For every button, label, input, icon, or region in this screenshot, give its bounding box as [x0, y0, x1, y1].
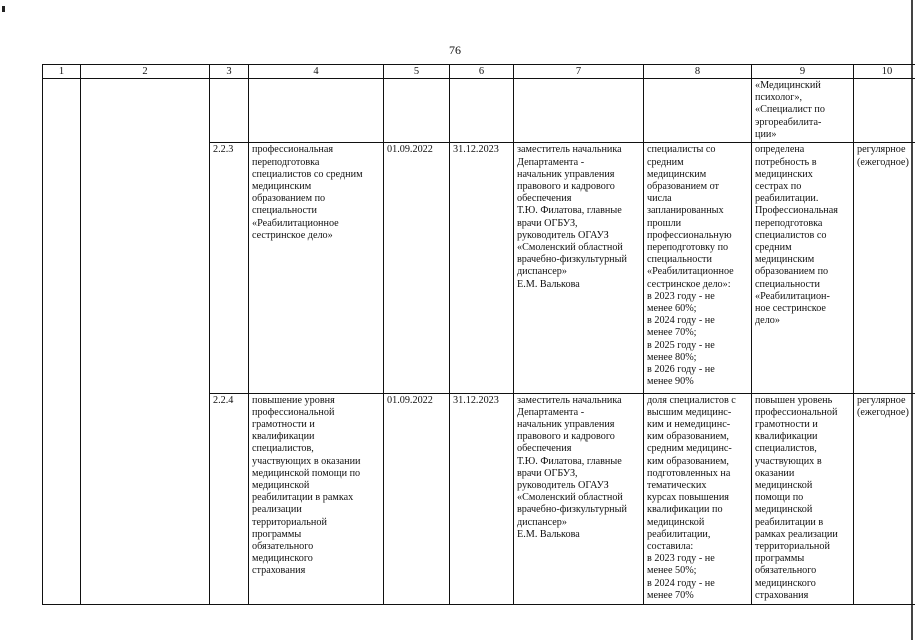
- cell-empty: [249, 79, 384, 143]
- cell-empty: [514, 79, 644, 143]
- header-col-2: 2: [81, 65, 210, 79]
- continuation-result-cell: «Медицинский психолог», «Специалист по эргореабилита- ции»: [752, 79, 854, 143]
- cell-col-2-merged: [81, 79, 210, 605]
- start-date-cell: 01.09.2022: [384, 393, 450, 604]
- activity-cell: повышение уровня профессиональной грамотности и квалификации специалистов, участвующих в оказании медицинской помощи по медицинской реабилитации в рамках реализации территориальной программы обязательного медицинского страхования: [249, 393, 384, 604]
- responsible-cell: заместитель начальника Департамента - начальник управления правового и кадрового обеспечения Т.Ю. Филатова, главные врачи ОГБУЗ, руководитель ОГАУЗ «Смоленский областной врачебно-физкультурный диспансер» Е.М. Валькова: [514, 393, 644, 604]
- end-date-cell: 31.12.2023: [450, 393, 514, 604]
- indicator-cell: доля специалистов с высшим медицинс- ким и немедицинс- ким образованием, средним медицинс- ким образованием, подготовленных на тематических курсах повышения квалификации по медицинской реабилитации, составила: в 2023 году - не менее 50%; в 2024 году - не менее 70%: [644, 393, 752, 604]
- cell-empty: [644, 79, 752, 143]
- plan-table: [42, 64, 915, 605]
- frequency-cell: регулярное (ежегодное): [854, 143, 915, 393]
- header-col-6: 6: [450, 65, 514, 79]
- header-col-3: 3: [210, 65, 249, 79]
- activity-cell: профессиональная переподготовка специалистов со средним медицинским образованием по специальности «Реабилитационное сестринское дело»: [249, 143, 384, 393]
- header-col-4: 4: [249, 65, 384, 79]
- cell-empty: [384, 79, 450, 143]
- cell-empty: [854, 79, 915, 143]
- table-row-continuation: [43, 79, 915, 143]
- header-col-8: 8: [644, 65, 752, 79]
- result-cell: повышен уровень профессиональной грамотности и квалификации специалистов, участвующих в оказании медицинской помощи по медицинской реабилитации в рамках реализации территориальной программы обязательного медицинского страхования: [752, 393, 854, 604]
- cell-empty: [210, 79, 249, 143]
- header-col-5: 5: [384, 65, 450, 79]
- end-date-cell: 31.12.2023: [450, 143, 514, 393]
- scan-mark-top-left: [2, 6, 5, 12]
- item-number: 2.2.3: [210, 143, 249, 393]
- responsible-cell: заместитель начальника Департамента - начальник управления правового и кадрового обеспечения Т.Ю. Филатова, главные врачи ОГБУЗ, руководитель ОГАУЗ «Смоленский областной врачебно-физкультурный диспансер» Е.М. Валькова: [514, 143, 644, 393]
- header-col-7: 7: [514, 65, 644, 79]
- page-number: 76: [449, 43, 461, 57]
- start-date-cell: 01.09.2022: [384, 143, 450, 393]
- cell-empty: [450, 79, 514, 143]
- header-col-10: 10: [854, 65, 915, 79]
- result-cell: определена потребность в медицинских сестрах по реабилитации. Профессиональная переподготовка специалистов со средним медицинским образованием по специальности «Реабилитацион- ное сестринское дело»: [752, 143, 854, 393]
- header-col-9: 9: [752, 65, 854, 79]
- indicator-cell: специалисты со средним медицинским образованием от числа запланированных прошли профессиональную переподготовку по специальности «Реабилитационное сестринское дело»: в 2023 году - не менее 60%; в 2024 году - не менее 70%; в 2025 году - не менее 80%; в 2026 году - не менее 90%: [644, 143, 752, 393]
- header-row: [43, 65, 915, 79]
- cell-col-1-merged: [43, 79, 81, 605]
- frequency-cell: регулярное (ежегодное): [854, 393, 915, 604]
- item-number: 2.2.4: [210, 393, 249, 604]
- header-col-1: 1: [43, 65, 81, 79]
